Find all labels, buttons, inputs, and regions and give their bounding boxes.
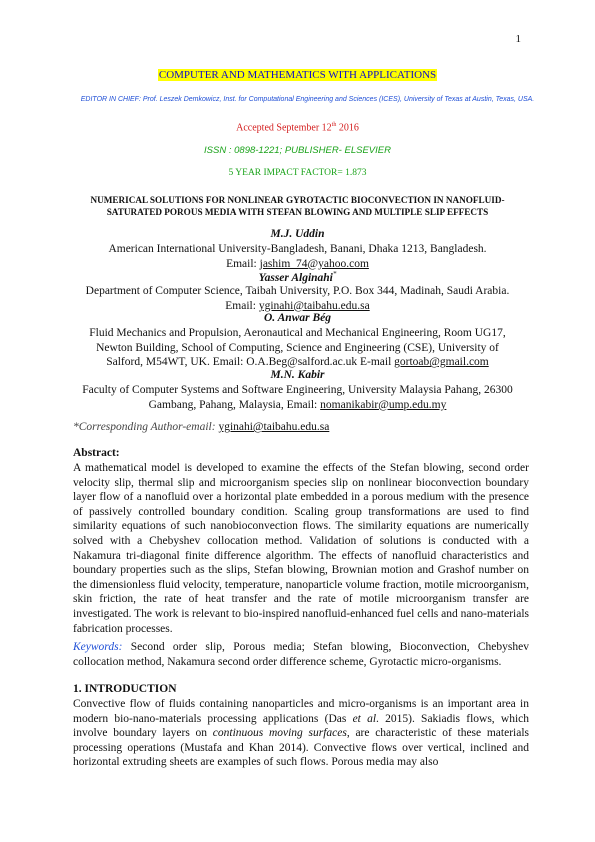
affiliation-line: Newton Building, School of Computing, Science and Engineering (CSE), University of bbox=[96, 341, 499, 354]
email-prefix: Email: bbox=[225, 299, 259, 312]
email-line bbox=[0, 257, 595, 272]
paper-title bbox=[0, 194, 595, 218]
editor-line: EDITOR IN CHIEF: Prof. Leszek Demkowicz, Inst. for Computational Engineering and Sciences (ICES), University of Texas at Austin, Texas, USA. bbox=[80, 96, 535, 103]
email-line bbox=[0, 398, 595, 413]
intro-text-part: Convective flow of fluids containing nanoparticles and micro-organisms is an important area in modern bio-nano-materials processing applications (Das bbox=[73, 698, 529, 725]
email-line bbox=[0, 355, 595, 370]
paper-title-line-1: NUMERICAL SOLUTIONS FOR NONLINEAR GYROTACTIC BIOCONVECTION IN NANOFLUID- bbox=[90, 195, 505, 205]
affiliation-line: Fluid Mechanics and Propulsion, Aeronautical and Mechanical Engineering, Room UG17, bbox=[89, 327, 506, 339]
journal-title-text: COMPUTER AND MATHEMATICS WITH APPLICATIONS bbox=[158, 69, 437, 81]
email-prefix: Salford, M54WT, UK. Email: O.A.Beg@salford.ac.uk E-mail bbox=[106, 356, 395, 369]
intro-text bbox=[73, 697, 529, 770]
author-name-beg: O. Anwar Bég bbox=[264, 312, 331, 324]
author-affiliation-uddin bbox=[0, 242, 595, 271]
author-name-kabir: M.N. Kabir bbox=[270, 369, 325, 381]
abstract-text: A mathematical model is developed to examine the effects of the Stefan blowing, second order velocity slip, thermal slip and microorganism species slip on nonlinear bioconvection boundary layer flow of a nanofluid over a horizontal plate embedded in a porous medium with the presence of passively controlled boundary condition. Scaling group transformations are used to find similarity equations of such nanobioconvection flows. The similarity equations are numerically solved with a Chebyshev collocation method. Validation of solutions is conducted with a Nakamura tri-diagonal finite difference algorithm. The effects of nanofluid characteristics and boundary properties such as the slips, Stefan blowing, Brownian motion and Grashof number on the dimensionless fluid velocity, temperature, nanoparticle volume fraction, motile microorganism, skin friction, the rate of heat transfer and the rate of motile microorganism transfer are investigated. The work is relevant to bio-inspired nanofluid-enhanced fuel cells and nano-materials fabrication processes. bbox=[73, 462, 529, 635]
corresponding-label: *Corresponding Author-email: bbox=[73, 421, 219, 433]
affiliation-line: American International University-Bangladesh, Banani, Dhaka 1213, Bangladesh. bbox=[108, 243, 487, 255]
affiliation-line: Department of Computer Science, Taibah University, P.O. Box 344, Madinah, Saudi Arabia. bbox=[85, 285, 510, 297]
author-name-text: Yasser Alginahi bbox=[258, 271, 333, 284]
email-link[interactable]: nomanikabir@ump.edu.my bbox=[320, 398, 447, 411]
author-name-alginahi bbox=[0, 270, 595, 284]
keywords-label: Keywords: bbox=[73, 641, 123, 653]
author-affiliation-beg bbox=[0, 326, 595, 370]
intro-heading: 1. INTRODUCTION bbox=[73, 683, 177, 695]
corresponding-marker: * bbox=[332, 270, 337, 278]
accepted-suffix: 2016 bbox=[336, 122, 359, 134]
keywords bbox=[73, 640, 529, 669]
keywords-text: Second order slip, Porous media; Stefan blowing, Bioconvection, Chebyshev collocation method, Nakamura second order difference scheme, Gyrotactic micro-organisms. bbox=[73, 641, 529, 668]
abstract-heading: Abstract: bbox=[73, 447, 120, 459]
accepted-prefix: Accepted September 12 bbox=[236, 122, 332, 134]
impact-factor: 5 YEAR IMPACT FACTOR= 1.873 bbox=[228, 168, 367, 178]
corresponding-author bbox=[73, 421, 329, 433]
accepted-date bbox=[0, 122, 595, 133]
intro-text-italic: continuous moving surfaces bbox=[212, 727, 347, 740]
paper-title-line-2: SATURATED POROUS MEDIA WITH STEFAN BLOWING AND MULTIPLE SLIP EFFECTS bbox=[106, 207, 489, 217]
journal-title bbox=[0, 69, 595, 81]
issn-line: ISSN : 0898-1221; PUBLISHER- ELSEVIER bbox=[204, 145, 391, 156]
email-line bbox=[0, 299, 595, 314]
author-name-uddin: M.J. Uddin bbox=[270, 228, 325, 240]
corresponding-email[interactable]: yginahi@taibahu.edu.sa bbox=[218, 421, 330, 433]
email-prefix: Email: bbox=[226, 257, 260, 270]
email-link[interactable]: jashim_74@yahoo.com bbox=[259, 257, 369, 270]
affiliation-line: Faculty of Computer Systems and Software Engineering, University Malaysia Pahang, 26300 bbox=[82, 384, 513, 396]
intro-text-part: , are characteristic of these materials processing operations (Mustafa and Khan 2014). Convective flows over vertical, inclined and horizontal extruding sheets are examples of such flows. Porous media may also bbox=[73, 727, 530, 769]
intro-text-part: . 2015). Sakiadis flows, which involve boundary layers on bbox=[73, 712, 529, 740]
author-affiliation-kabir bbox=[0, 383, 595, 412]
email-link[interactable]: yginahi@taibahu.edu.sa bbox=[258, 299, 370, 312]
email-link[interactable]: gortoab@gmail.com bbox=[394, 356, 489, 369]
email-prefix: Gambang, Pahang, Malaysia, Email: bbox=[148, 398, 321, 411]
accepted-sup: th bbox=[331, 122, 337, 128]
page-number: 1 bbox=[515, 33, 521, 45]
author-affiliation-alginahi bbox=[0, 284, 595, 313]
intro-text-italic: et al bbox=[352, 712, 377, 725]
